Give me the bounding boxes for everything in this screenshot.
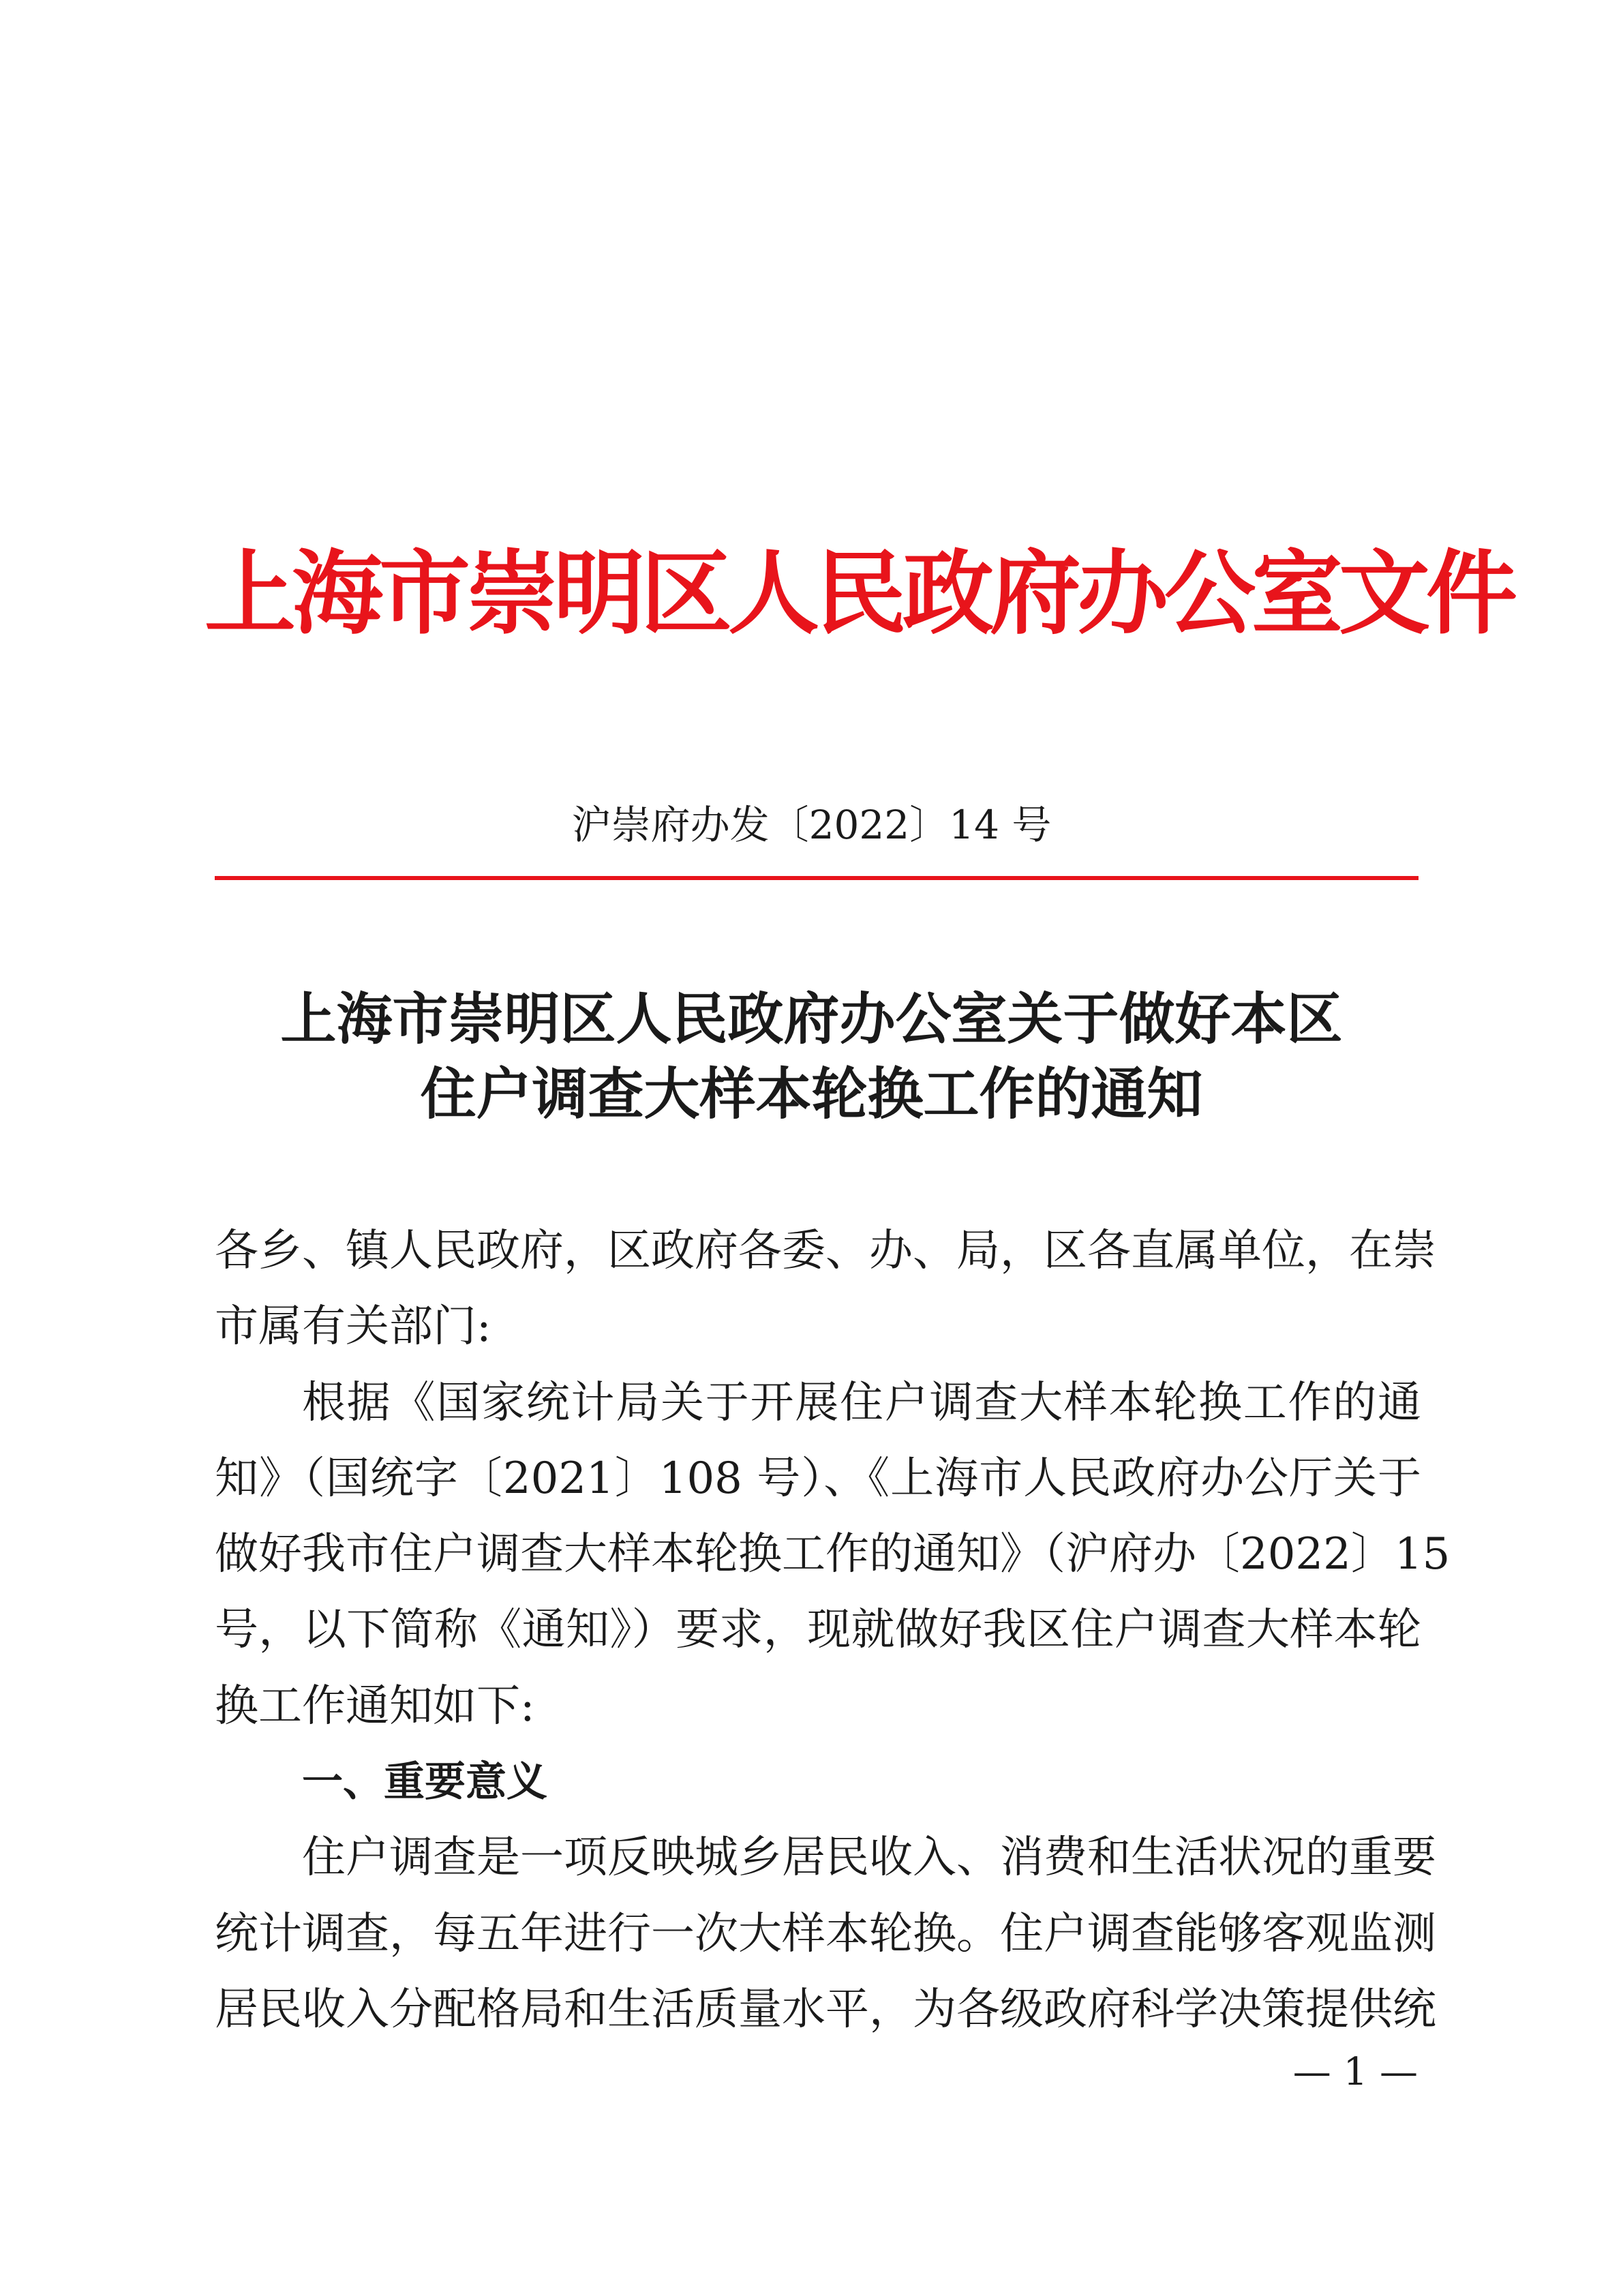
addressee-line-2: 市属有关部门: [215,1301,491,1353]
addressee-line-1: 各乡、镇人民政府，区政府各委、办、局，区各直属单位，在崇 [215,1226,1436,1276]
intro-line-1: 根据《国家统计局关于开展住户调查大样本轮换工作的通 [302,1377,1421,1428]
document-number: 沪崇府办发〔2022〕14 号 [571,802,1052,848]
notice-title-line-2: 住户调查大样本轮换工作的通知 [420,1061,1203,1127]
notice-title-line-1: 上海市崇明区人民政府办公室关于做好本区 [280,986,1343,1052]
masthead-title: 上海市崇明区人民政府办公室文件 [204,539,1514,647]
notice-title [204,982,1419,1132]
section-heading-significance: 一、重要意义 [302,1758,547,1807]
page-number: — 1 — [1292,2050,1418,2094]
red-separator-line [215,876,1419,880]
intro-line-4: 号，以下简称《通知》）要求，现就做好我区住户调查大样本轮 [215,1605,1421,1656]
document-body [215,1213,1451,2048]
section1-line-2: 统计调查，每五年进行一次大样本轮换。住户调查能够客观监测 [215,1908,1436,1959]
intro-line-3: 做好我市住户调查大样本轮换工作的通知》（沪府办〔2022〕15 [215,1529,1451,1580]
section1-line-3: 居民收入分配格局和生活质量水平，为各级政府科学决策提供统 [215,1984,1436,2035]
intro-line-5: 换工作通知如下: [215,1680,535,1732]
intro-line-2: 知》（国统字〔2021〕108 号）、《上海市人民政府办公厅关于 [215,1453,1421,1504]
section1-line-1: 住户调查是一项反映城乡居民收入、消费和生活状况的重要 [302,1832,1436,1884]
